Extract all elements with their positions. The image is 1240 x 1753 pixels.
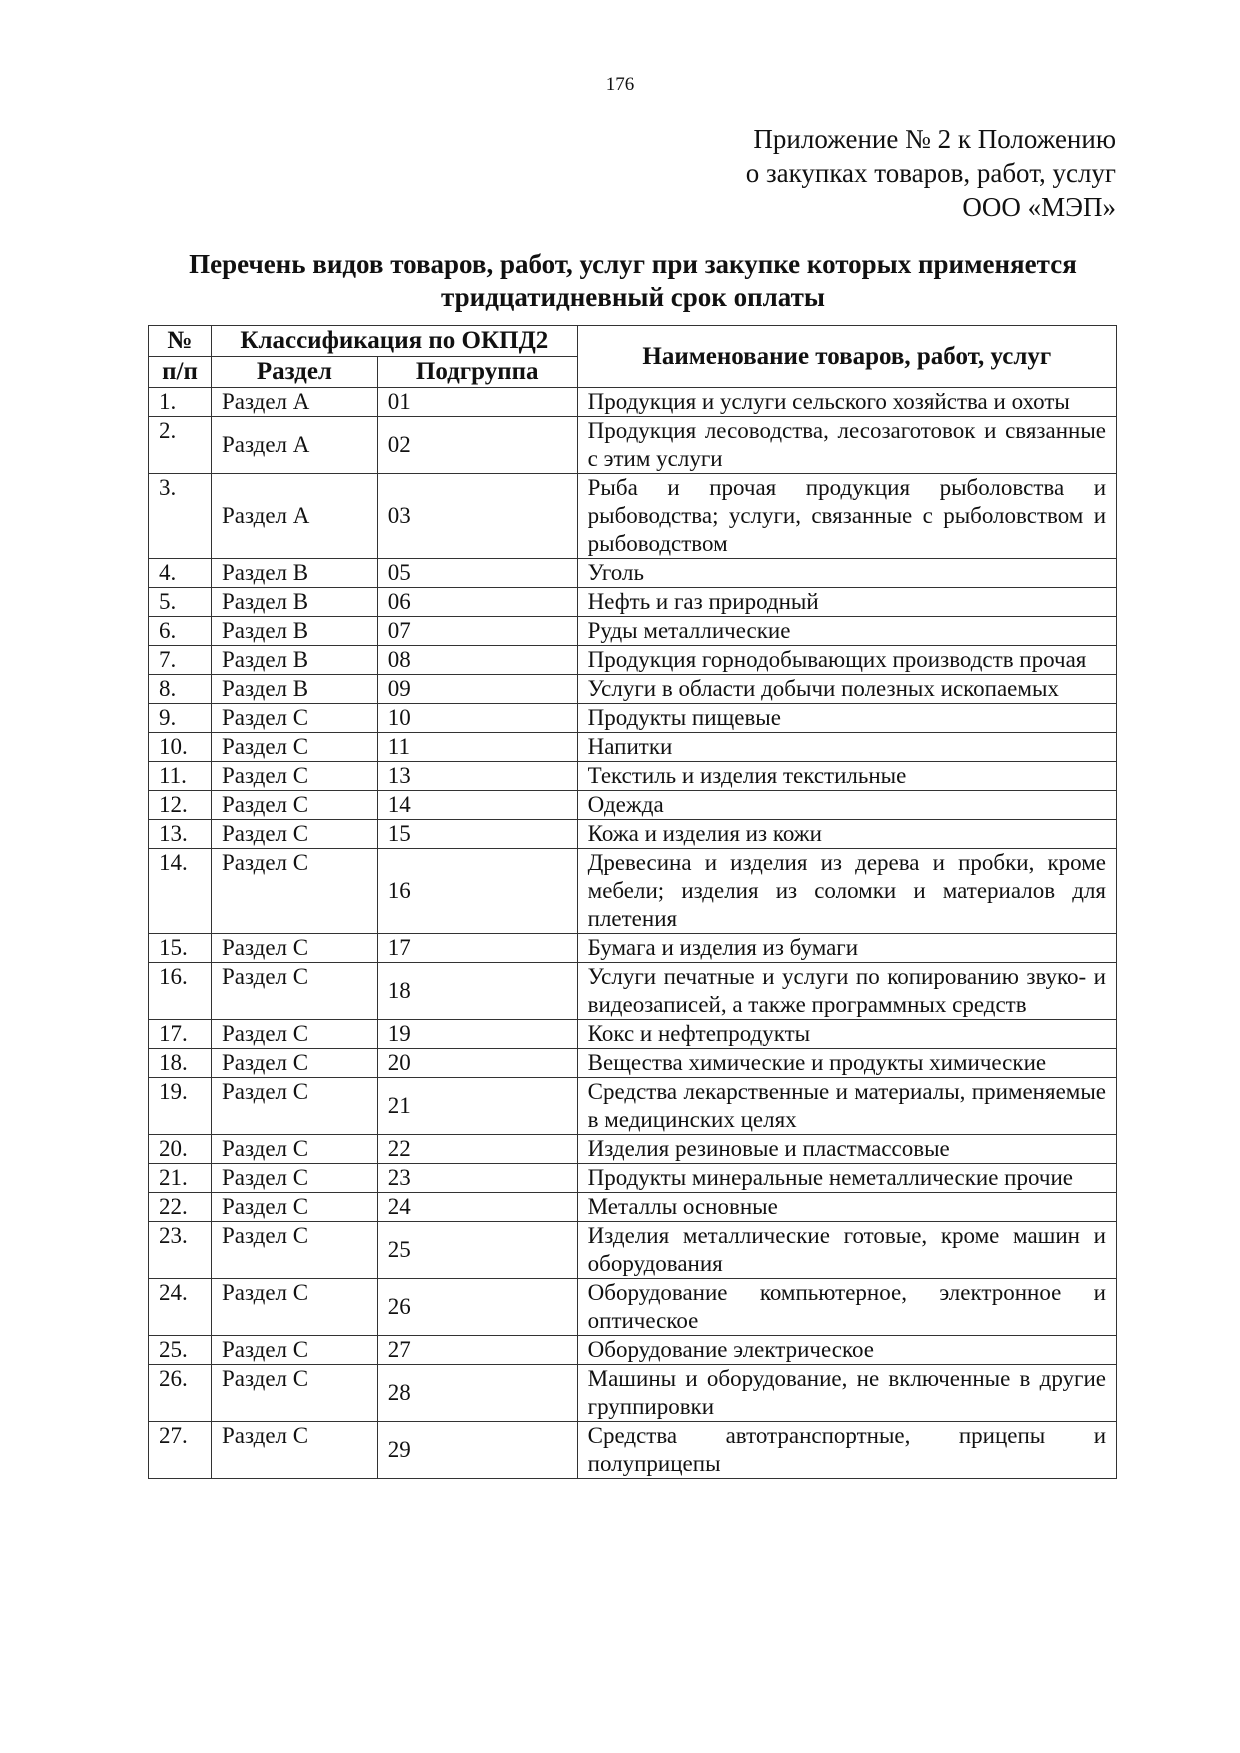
row-subgroup-code: 01 [377, 388, 577, 417]
table-row [149, 1365, 1117, 1422]
row-number: 26. [149, 1365, 212, 1422]
row-name: Кокс и нефтепродукты [577, 1020, 1116, 1049]
row-name: Напитки [577, 733, 1116, 762]
row-name: Нефть и газ природный [577, 588, 1116, 617]
table-row [149, 849, 1117, 934]
row-number: 19. [149, 1078, 212, 1135]
row-number: 14. [149, 849, 212, 934]
row-number: 24. [149, 1279, 212, 1336]
row-number: 8. [149, 675, 212, 704]
row-section: Раздел C [211, 820, 377, 849]
table-row [149, 1336, 1117, 1365]
row-number: 1. [149, 388, 212, 417]
appendix-line-1: Приложение № 2 к Положению [753, 124, 1116, 154]
row-subgroup-code: 11 [377, 733, 577, 762]
row-section: Раздел C [211, 1422, 377, 1479]
row-number: 27. [149, 1422, 212, 1479]
row-name: Оборудование электрическое [577, 1336, 1116, 1365]
row-number: 6. [149, 617, 212, 646]
row-name: Руды металлические [577, 617, 1116, 646]
table-body [149, 388, 1117, 1479]
row-number: 12. [149, 791, 212, 820]
row-section: Раздел А [211, 388, 377, 417]
header-section: Раздел [211, 357, 377, 388]
row-number: 25. [149, 1336, 212, 1365]
table-row [149, 617, 1117, 646]
header-num-line2: п/п [149, 357, 212, 388]
row-subgroup-code: 13 [377, 762, 577, 791]
row-name: Текстиль и изделия текстильные [577, 762, 1116, 791]
row-name: Вещества химические и продукты химические [577, 1049, 1116, 1078]
table-row [149, 1049, 1117, 1078]
row-section: Раздел B [211, 617, 377, 646]
row-name: Продукция горнодобывающих производств прочая [577, 646, 1116, 675]
row-subgroup-code: 21 [377, 1078, 577, 1135]
row-name: Кожа и изделия из кожи [577, 820, 1116, 849]
row-number: 5. [149, 588, 212, 617]
table-row [149, 704, 1117, 733]
row-name: Бумага и изделия из бумаги [577, 934, 1116, 963]
row-name: Средства автотранспортные, прицепы и полуприцепы [577, 1422, 1116, 1479]
row-subgroup-code: 07 [377, 617, 577, 646]
row-subgroup-code: 29 [377, 1422, 577, 1479]
row-name: Услуги печатные и услуги по копированию звуко- и видеозаписей, а также программных средств [577, 963, 1116, 1020]
row-name: Одежда [577, 791, 1116, 820]
header-subgroup: Подгруппа [377, 357, 577, 388]
row-number: 9. [149, 704, 212, 733]
table-row [149, 963, 1117, 1020]
row-name: Продукты пищевые [577, 704, 1116, 733]
row-name: Рыба и прочая продукция рыболовства и рыбоводства; услуги, связанные с рыболовством и рыбоводством [577, 474, 1116, 559]
row-section: Раздел C [211, 733, 377, 762]
row-section: Раздел C [211, 849, 377, 934]
title-line-1: Перечень видов товаров, работ, услуг при закупке которых применяется [189, 249, 1077, 279]
row-section: Раздел C [211, 1078, 377, 1135]
row-subgroup-code: 09 [377, 675, 577, 704]
table-row [149, 1164, 1117, 1193]
row-subgroup-code: 20 [377, 1049, 577, 1078]
row-section: Раздел C [211, 1164, 377, 1193]
header-num-line1: № [149, 326, 212, 357]
table-row [149, 1222, 1117, 1279]
table-row [149, 1422, 1117, 1479]
header-name: Наименование товаров, работ, услуг [577, 326, 1116, 388]
row-subgroup-code: 24 [377, 1193, 577, 1222]
table-row [149, 1078, 1117, 1135]
row-subgroup-code: 08 [377, 646, 577, 675]
table-row [149, 474, 1117, 559]
row-number: 2. [149, 417, 212, 474]
row-section: Раздел C [211, 1222, 377, 1279]
row-number: 16. [149, 963, 212, 1020]
row-subgroup-code: 05 [377, 559, 577, 588]
row-section: Раздел C [211, 1020, 377, 1049]
row-section: Раздел C [211, 762, 377, 791]
row-name: Продукты минеральные неметаллические прочие [577, 1164, 1116, 1193]
table-row [149, 1020, 1117, 1049]
row-subgroup-code: 03 [377, 474, 577, 559]
row-number: 17. [149, 1020, 212, 1049]
row-number: 20. [149, 1135, 212, 1164]
row-subgroup-code: 15 [377, 820, 577, 849]
row-section: Раздел C [211, 963, 377, 1020]
appendix-line-3: ООО «МЭП» [962, 192, 1116, 222]
table-row [149, 820, 1117, 849]
row-subgroup-code: 22 [377, 1135, 577, 1164]
document-title [148, 248, 1118, 314]
table-row [149, 559, 1117, 588]
row-number: 10. [149, 733, 212, 762]
table-row [149, 733, 1117, 762]
row-subgroup-code: 23 [377, 1164, 577, 1193]
row-section: Раздел C [211, 791, 377, 820]
row-number: 23. [149, 1222, 212, 1279]
row-subgroup-code: 10 [377, 704, 577, 733]
row-subgroup-code: 02 [377, 417, 577, 474]
row-name: Изделия металлические готовые, кроме машин и оборудования [577, 1222, 1116, 1279]
row-name: Оборудование компьютерное, электронное и оптическое [577, 1279, 1116, 1336]
table-row [149, 791, 1117, 820]
row-number: 18. [149, 1049, 212, 1078]
table-row [149, 1279, 1117, 1336]
row-section: Раздел B [211, 588, 377, 617]
row-section: Раздел B [211, 559, 377, 588]
row-number: 21. [149, 1164, 212, 1193]
row-subgroup-code: 17 [377, 934, 577, 963]
row-subgroup-code: 25 [377, 1222, 577, 1279]
title-line-2: тридцатидневный срок оплаты [441, 282, 825, 312]
row-section: Раздел B [211, 646, 377, 675]
row-section: Раздел А [211, 474, 377, 559]
page-number: 176 [605, 74, 635, 95]
row-name: Металлы основные [577, 1193, 1116, 1222]
row-number: 3. [149, 474, 212, 559]
row-name: Продукция лесоводства, лесозаготовок и связанные с этим услуги [577, 417, 1116, 474]
row-number: 4. [149, 559, 212, 588]
row-subgroup-code: 06 [377, 588, 577, 617]
table-row [149, 588, 1117, 617]
table-row [149, 417, 1117, 474]
row-subgroup-code: 19 [377, 1020, 577, 1049]
table-row [149, 1135, 1117, 1164]
table-row [149, 1193, 1117, 1222]
row-section: Раздел C [211, 934, 377, 963]
row-subgroup-code: 18 [377, 963, 577, 1020]
row-subgroup-code: 28 [377, 1365, 577, 1422]
row-number: 11. [149, 762, 212, 791]
row-section: Раздел C [211, 1135, 377, 1164]
appendix-header [746, 122, 1116, 224]
table-row [149, 675, 1117, 704]
row-number: 7. [149, 646, 212, 675]
row-subgroup-code: 26 [377, 1279, 577, 1336]
row-number: 13. [149, 820, 212, 849]
row-section: Раздел C [211, 1365, 377, 1422]
row-name: Изделия резиновые и пластмассовые [577, 1135, 1116, 1164]
row-number: 15. [149, 934, 212, 963]
row-section: Раздел C [211, 1336, 377, 1365]
row-name: Древесина и изделия из дерева и пробки, кроме мебели; изделия из соломки и материалов для плетения [577, 849, 1116, 934]
row-section: Раздел C [211, 704, 377, 733]
row-subgroup-code: 16 [377, 849, 577, 934]
row-subgroup-code: 14 [377, 791, 577, 820]
row-number: 22. [149, 1193, 212, 1222]
table-row [149, 646, 1117, 675]
table-row [149, 388, 1117, 417]
header-classification: Классификация по ОКПД2 [211, 326, 577, 357]
row-name: Уголь [577, 559, 1116, 588]
row-name: Средства лекарственные и материалы, применяемые в медицинских целях [577, 1078, 1116, 1135]
row-section: Раздел C [211, 1279, 377, 1336]
row-name: Продукция и услуги сельского хозяйства и охоты [577, 388, 1116, 417]
row-section: Раздел B [211, 675, 377, 704]
goods-table [148, 325, 1117, 1479]
table-row [149, 934, 1117, 963]
row-subgroup-code: 27 [377, 1336, 577, 1365]
row-section: Раздел C [211, 1193, 377, 1222]
row-name: Услуги в области добычи полезных ископаемых [577, 675, 1116, 704]
row-section: Раздел C [211, 1049, 377, 1078]
table-row [149, 762, 1117, 791]
row-name: Машины и оборудование, не включенные в другие группировки [577, 1365, 1116, 1422]
row-section: Раздел А [211, 417, 377, 474]
appendix-line-2: о закупках товаров, работ, услуг [745, 158, 1116, 188]
